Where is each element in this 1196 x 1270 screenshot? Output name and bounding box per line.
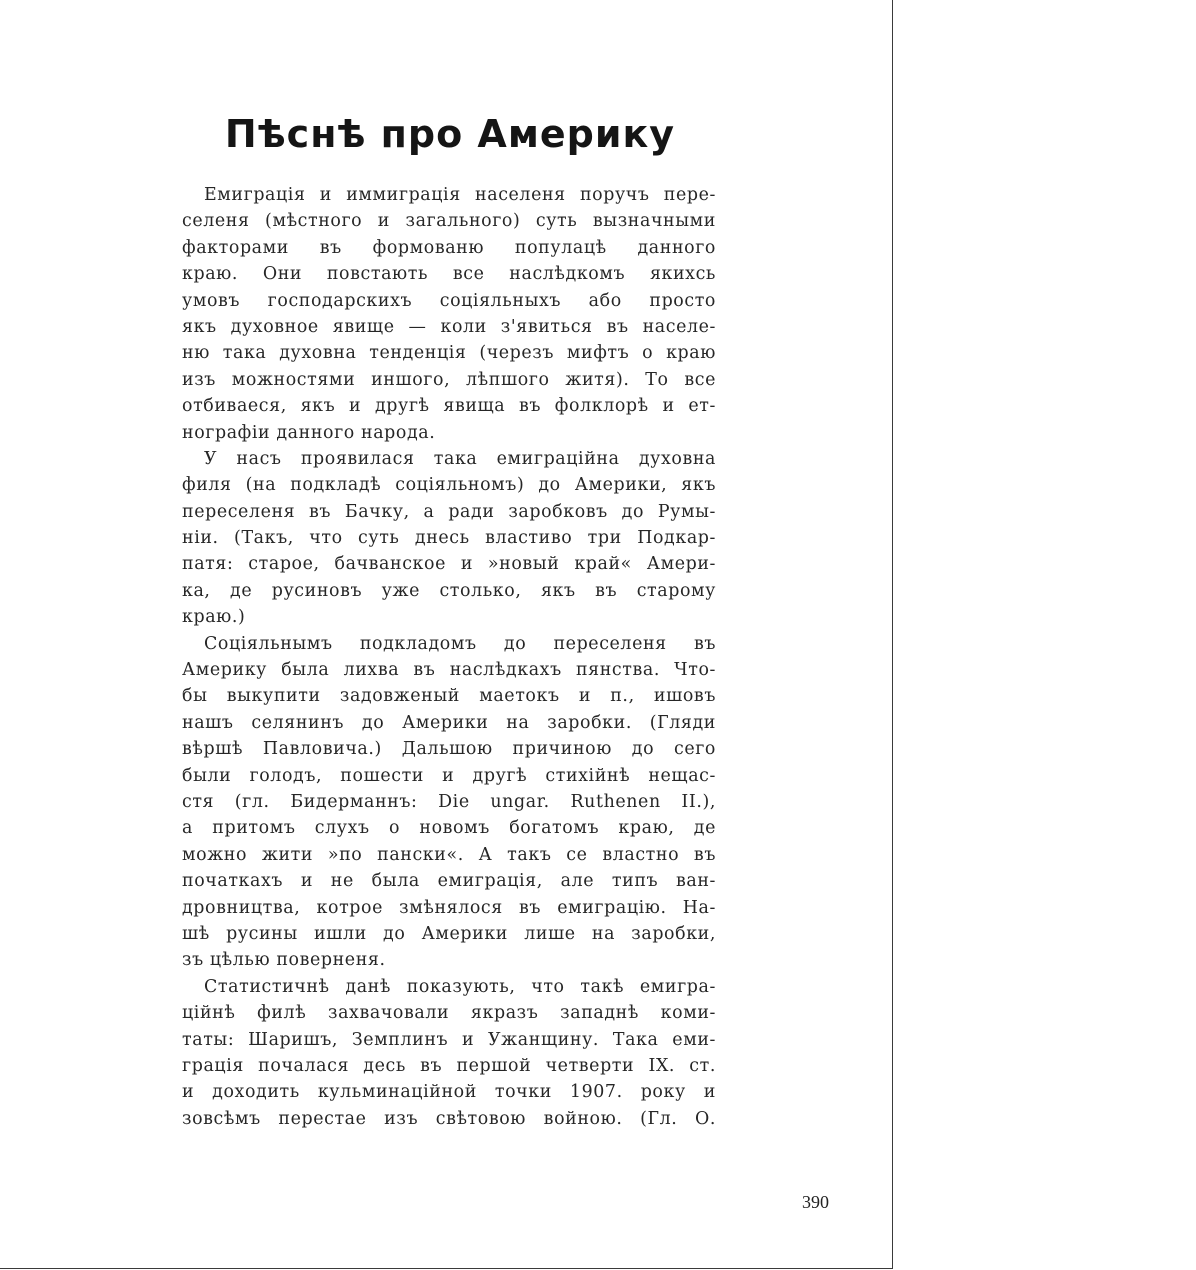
text-line: ніи. (Такъ, что суть днесь властиво три Подкар- [182,528,716,549]
page-title: Пѣснѣ про Америку [224,112,676,156]
text-line: зъ цѣлью поверненя. [182,950,386,971]
text-line: Емиграція и иммиграція населеня поручъ пере- [204,185,716,205]
text-line: якъ духовное явище — коли з'явиться въ населе- [182,316,716,337]
paragraph [182,446,716,631]
text-line: вѣршѣ Павловича.) Дальшою причиною до сего [182,739,716,760]
text-line: нографіи данного народа. [182,422,436,443]
paragraph [182,974,716,1132]
text-line: грація почалася десь въ першой четверти IX. ст. [182,1055,716,1076]
text-line: патя: старое, бачванское и »новый край« Амери- [182,554,716,575]
text-line: нашъ селянинъ до Америки на заробки. (Гляди [182,712,716,733]
article-body [182,182,716,1132]
text-line: факторами въ формованю популацѣ данного [182,237,716,258]
text-line: ційнѣ филѣ захвачовали якразъ западнѣ коми- [182,1003,716,1024]
page-number: 390 [802,1192,829,1212]
text-line: можно жити »по пански«. А такъ се властно въ [182,844,716,865]
text-line: краю.) [182,607,246,628]
text-line: У насъ проявилася така емиграційна духовна [204,448,716,469]
text-line: ню така духовна тенденція (черезъ мифтъ о краю [182,343,716,364]
paragraph [182,182,716,446]
text-line: филя (на подкладѣ соціяльномъ) до Америки, якъ [182,475,716,496]
text-line: и доходить кульминаційной точки 1907. року и [182,1082,716,1103]
text-line: стя (гл. Бидерманнъ: Die ungar. Ruthenen II.), [182,791,716,812]
text-line: бы выкупити задовженый маетокъ и п., ишовъ [182,686,716,707]
text-line: изъ можностями иншого, лѣпшого житя). То все [182,369,716,390]
text-line: Америку была лихва въ наслѣдкахъ пянства. Что- [182,660,716,681]
paragraph [182,631,716,974]
text-line: отбиваеся, якъ и другѣ явища въ фолклорѣ и ет- [182,396,716,417]
text-line: таты: Шаришъ, Земплинъ и Ужанщину. Така еми- [182,1029,716,1050]
text-line: селеня (мѣстного и загального) суть вызначными [182,211,716,232]
text-line: Соціяльнымъ подкладомъ до переселеня въ [204,633,716,654]
text-line: дровництва, котрое змѣнялося въ емиграцію. На- [182,897,716,918]
text-line: шѣ русины ишли до Америки лише на заробки, [182,923,716,944]
text-line: Статистичнѣ данѣ показують, что такѣ емигра- [204,976,716,997]
text-line: початкахъ и не была емиграція, але типъ ван- [182,871,716,892]
text-line: были голодъ, пошести и другѣ стихійнѣ нещас- [182,765,716,786]
text-line: а притомъ слухъ о новомъ богатомъ краю, де [182,818,716,839]
text-line: умовъ господарскихъ соціяльныхъ або просто [182,290,716,311]
text-line: краю. Они повстають все наслѣдкомъ якихсь [182,264,716,285]
text-line: переселеня въ Бачку, а ради заробковъ до Румы- [182,501,716,522]
text-line: зовсѣмъ перестае изъ свѣтовою войною. (Гл. О. [182,1108,716,1129]
text-line: ка, де русиновъ уже столько, якъ въ старому [182,580,716,601]
